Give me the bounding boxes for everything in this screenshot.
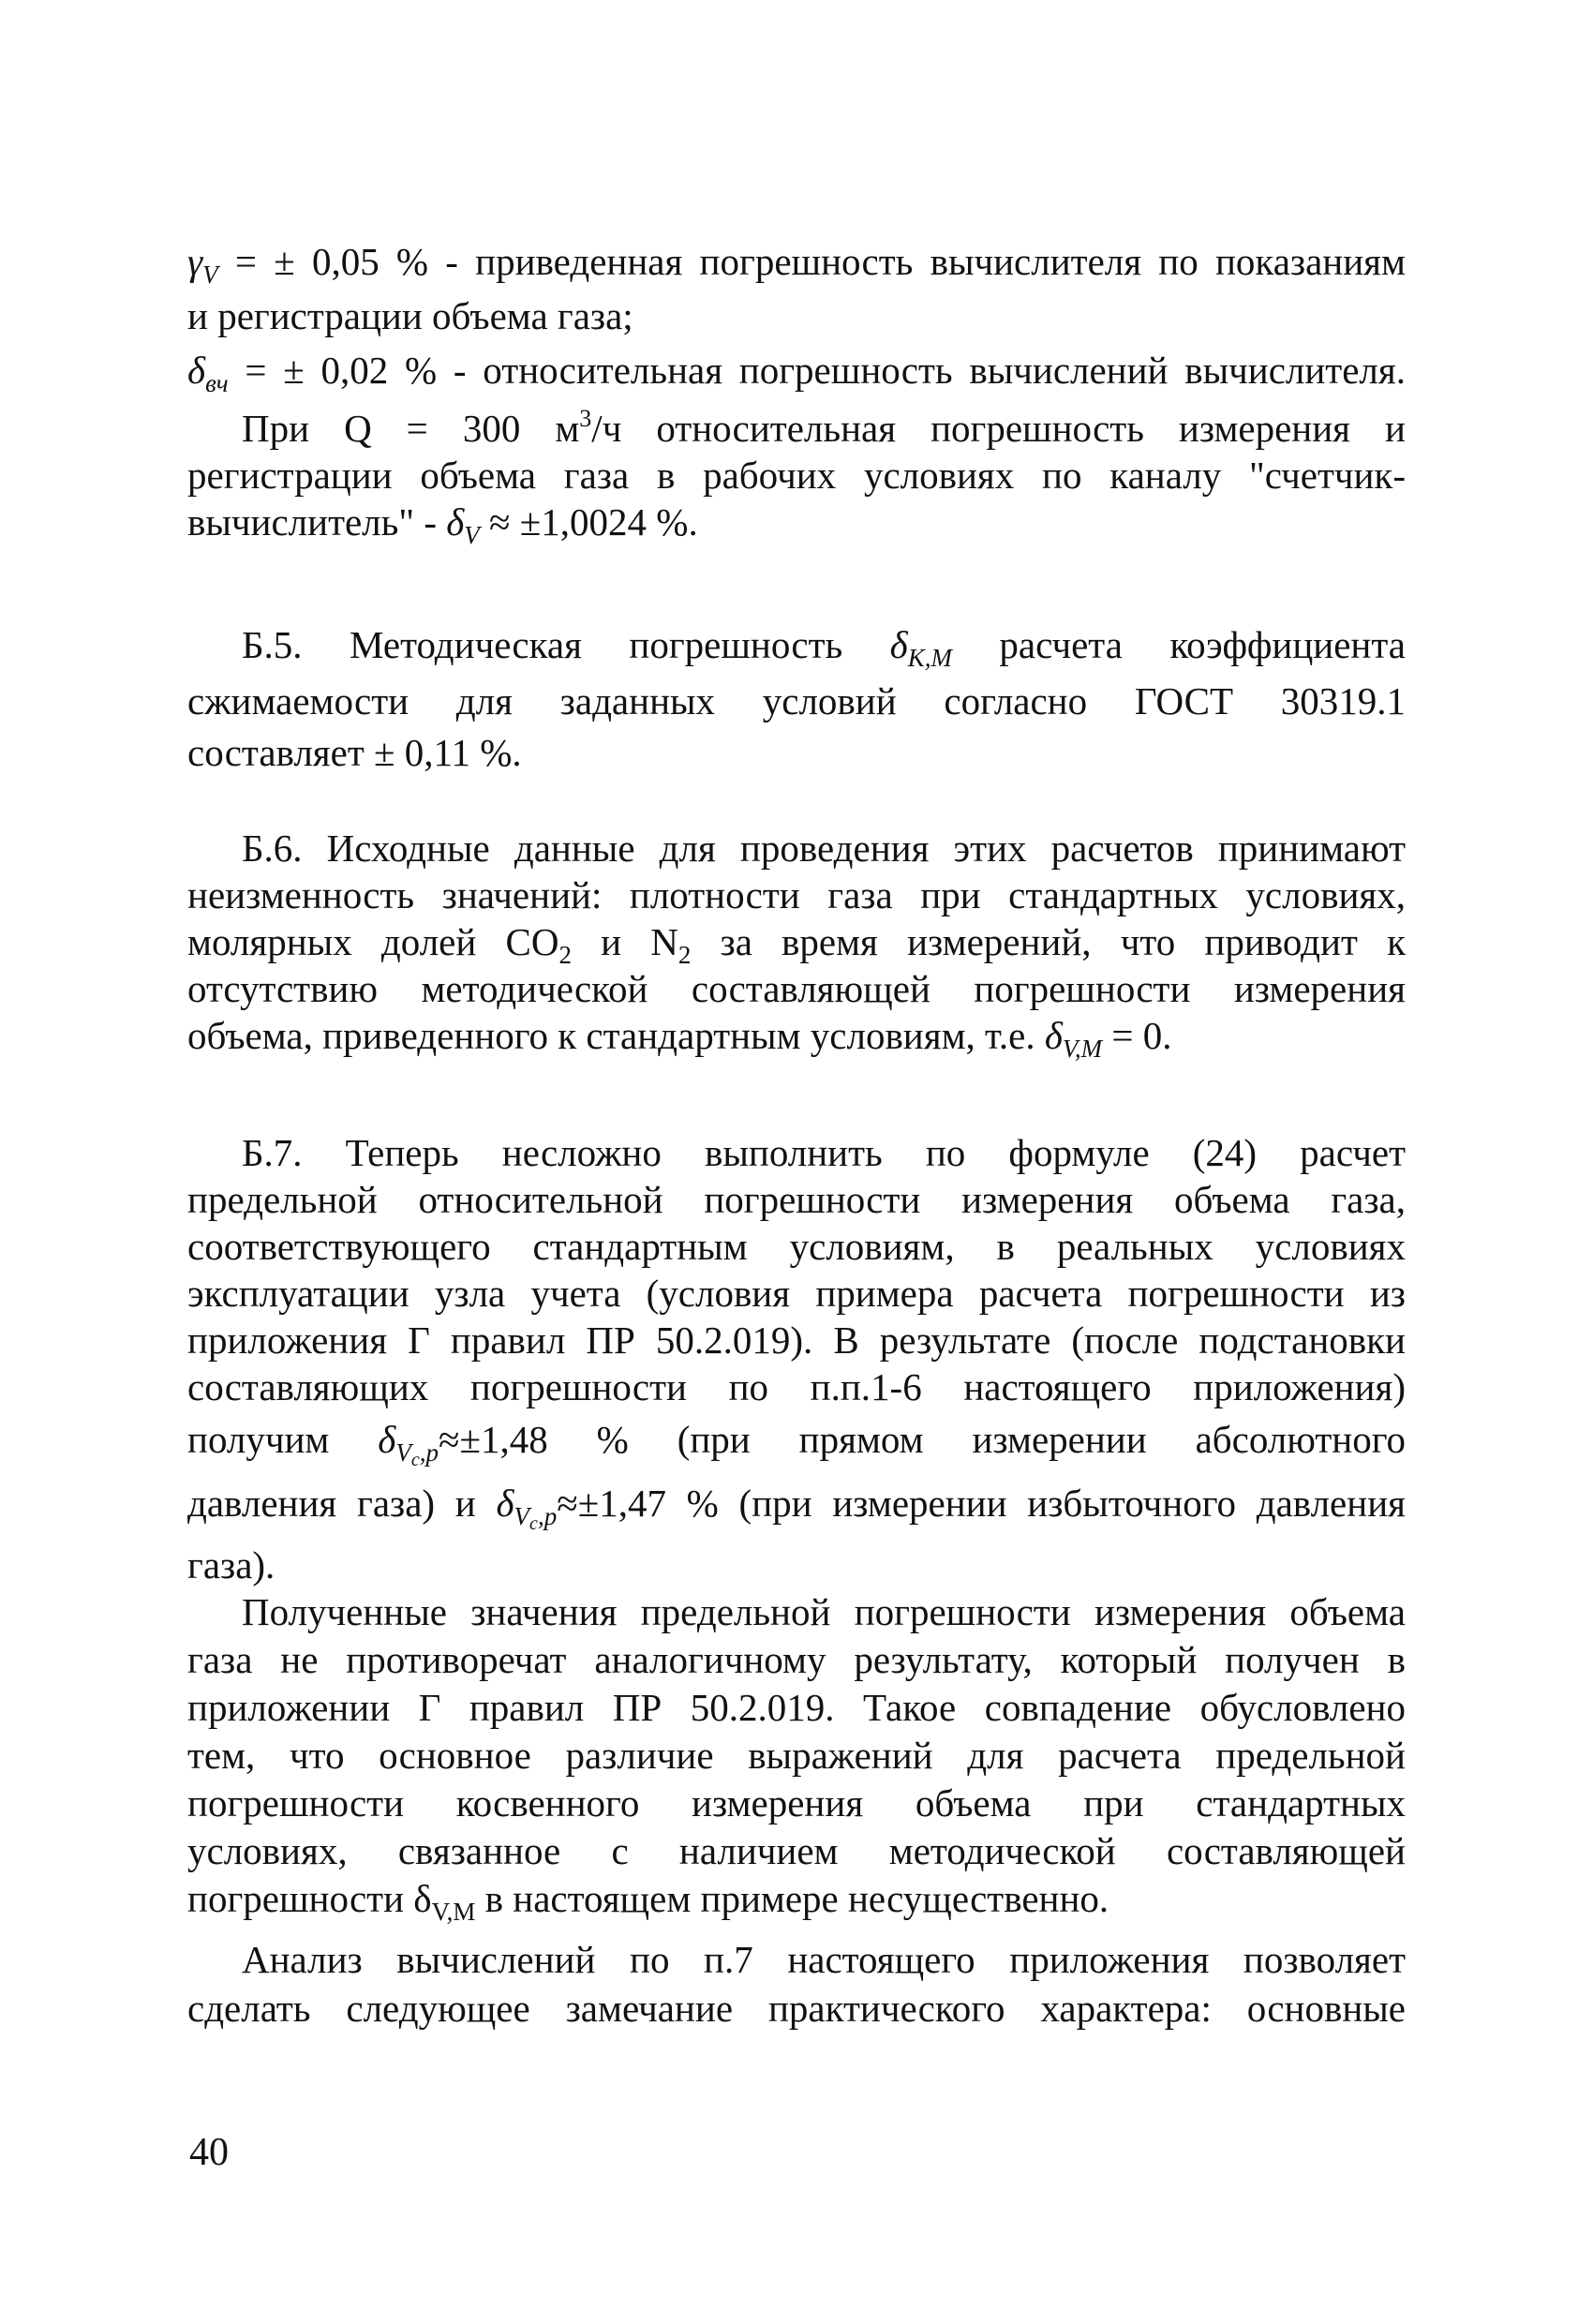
text-line: $\delta_{вч}$ = ± 0,02 % - относительная погрешность вычислений вычислителя.: [187, 349, 1406, 397]
text-line: приложении Г правил ПР 50.2.019. Такое совпадение обусловлено: [187, 1686, 1406, 1729]
text-line: отсутствию методической составляющей погрешности измерения: [187, 967, 1406, 1010]
text-line: предельной относительной погрешности измерения объема газа,: [187, 1178, 1406, 1221]
text-line: Б.7. Теперь несложно выполнить по формуле (24) расчет: [242, 1131, 1406, 1174]
text-line: соответствующего стандартным условиям, в реальных условиях: [187, 1225, 1406, 1268]
symbol-delta: δ: [187, 349, 206, 392]
text-line: Б.5. Методическая погрешность $\delta_{K,M}$ расчета коэффициента: [242, 623, 1406, 672]
paragraph-b5: [187, 617, 1406, 776]
text-line: составляет ± 0,11 %.: [187, 731, 522, 774]
symbol-gamma: γ: [187, 240, 203, 283]
text-line: получим $\delta_{Vc,p}\approx\pm 1,48$ % (при прямом измерении абсолютного: [187, 1418, 1406, 1470]
text-line: сделать следующее замечание практического характера: основные: [187, 1987, 1406, 2030]
text-line: неизменность значений: плотности газа при стандартных условиях,: [187, 873, 1406, 916]
text-line: сжимаемости для заданных условий согласно ГОСТ 30319.1: [187, 679, 1406, 723]
paragraph-calculator-errors: [187, 234, 1406, 397]
paragraph-results: [187, 1588, 1406, 1926]
text-line: Б.6. Исходные данные для проведения этих расчетов принимают: [242, 827, 1406, 870]
page-number: 40: [189, 2131, 229, 2174]
text-line: молярных долей $CO_2$ и $N_2$ за время измерений, что приводит к: [187, 920, 1406, 969]
text-line: тем, что основное различие выражений для расчета предельной: [187, 1734, 1406, 1777]
text-line: погрешности $\delta_{V,M}$ в настоящем примере несущественно.: [187, 1877, 1109, 1926]
text-line: и регистрации объема газа;: [187, 294, 633, 337]
text-line: составляющих погрешности по п.п.1-6 настоящего приложения): [187, 1365, 1406, 1408]
text-line: газа).: [187, 1543, 275, 1587]
text-line: Анализ вычислений по п.7 настоящего приложения позволяет: [242, 1938, 1406, 1981]
text-line: вычислитель" - $\delta_V \approx \pm 1,0024$ %.: [187, 500, 698, 549]
text-line: регистрации объема газа в рабочих условиях по каналу "счетчик-: [187, 454, 1406, 497]
text-line: газа не противоречат аналогичному результату, который получен в: [187, 1638, 1406, 1681]
text-line: объема, приведенного к стандартным условиям, т.е. $\delta_{V,M} = 0$.: [187, 1014, 1172, 1063]
text-line: условиях, связанное с наличием методической составляющей: [187, 1829, 1406, 1872]
text-line: приложения Г правил ПР 50.2.019). В результате (после подстановки: [187, 1318, 1406, 1362]
text-line: эксплуатации узла учета (условия примера расчета погрешности из: [187, 1272, 1406, 1315]
text-line: $\gamma_V$ = ± 0,05 % - приведенная погрешность вычислителя по показаниям: [187, 240, 1406, 289]
text-line: погрешности косвенного измерения объема при стандартных: [187, 1781, 1406, 1825]
text-line: При Q = 300 $м^3/ч$ относительная погрешность измерения и: [242, 405, 1406, 450]
text-line: давления газа) и $\delta_{Vc,p}\approx\pm 1,47$ % (при измерении избыточного давления: [187, 1482, 1406, 1534]
paragraph-b7: [187, 1129, 1406, 1592]
text-line: Полученные значения предельной погрешности измерения объема: [242, 1590, 1406, 1633]
paragraph-counter-channel: [187, 405, 1406, 549]
paragraph-b6: [187, 825, 1406, 1063]
paragraph-analysis: [187, 1935, 1406, 2033]
